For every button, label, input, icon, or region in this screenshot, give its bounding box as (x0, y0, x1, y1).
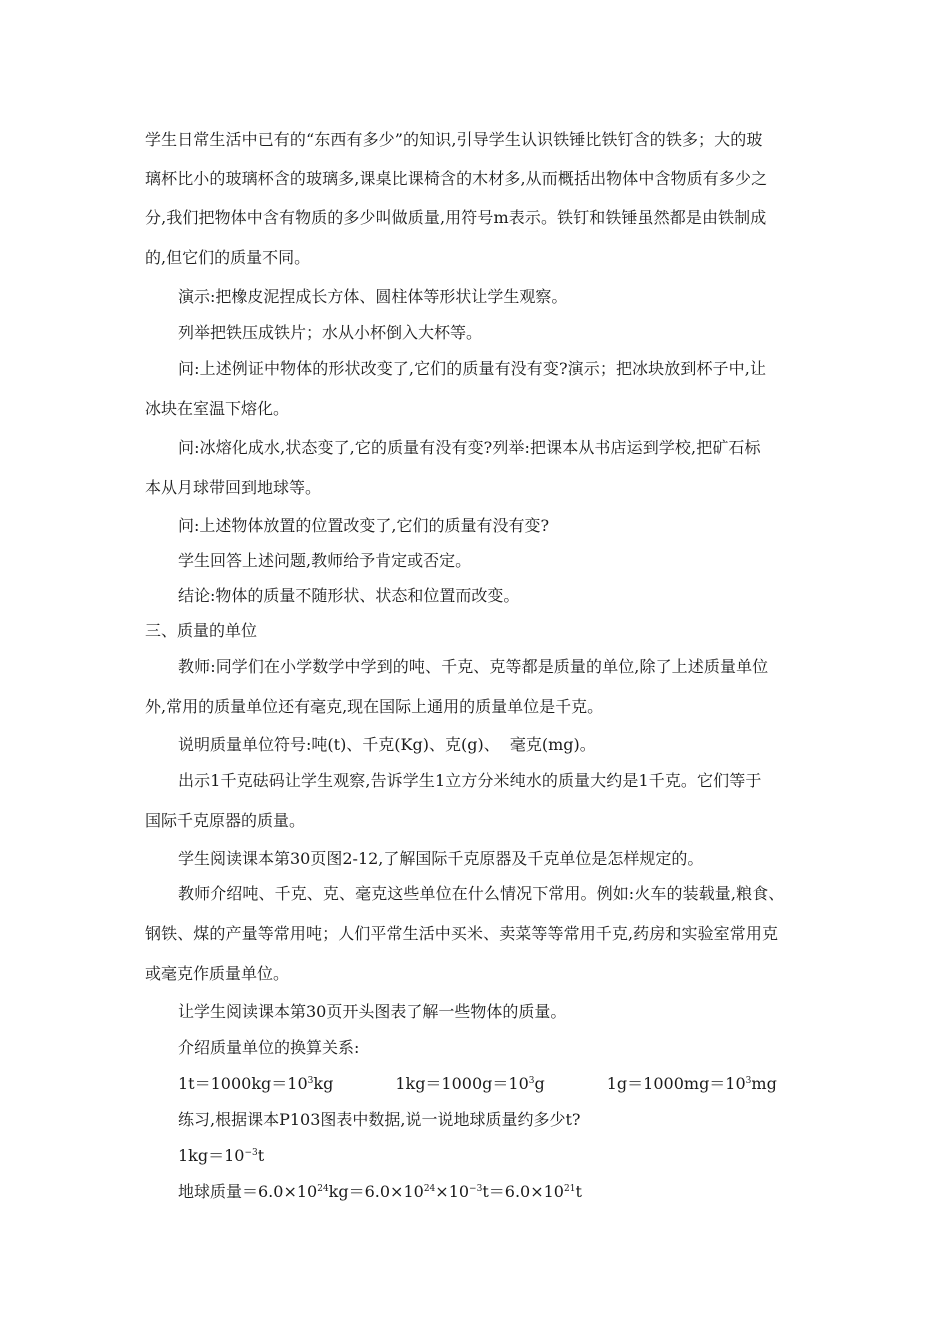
paragraph-demo: 演示:把橡皮泥捏成长方体、圆柱体等形状让学生观察。 (178, 287, 568, 306)
paragraph-reading-chart: 让学生阅读课本第30页开头图表了解一些物体的质量。 (178, 1002, 567, 1021)
paragraph-line: 问:冰熔化成水,状态变了,它的质量有没有变?列举:把课本从书店运到学校,把矿石标 (178, 438, 761, 457)
paragraph-conclusion: 结论:物体的质量不随形状、状态和位置而改变。 (178, 586, 520, 605)
equation-kg-to-t: $1kg=10^{-3}t$ (178, 1146, 265, 1165)
equation-earth-mass: 地球质量$=6.0\times 10^{24}kg=6.0\times 10^{24}\times 10^{-3}t=6.0\times 10^{21}t$ (178, 1182, 582, 1201)
paragraph-line: 璃杯比小的玻璃杯含的玻璃多,课桌比课椅含的木材多,从而概括出物体中含物质有多少之 (145, 169, 768, 188)
paragraph-answer: 学生回答上述问题,教师给予肯定或否定。 (178, 551, 472, 570)
paragraph-line: 钢铁、煤的产量等常用吨；人们平常生活中买米、卖菜等等常用千克,药房和实验室常用克 (145, 924, 779, 943)
formula-kg: $1kg=1000g=10^3g$ (395, 1074, 545, 1093)
paragraph-line: 出示1千克砝码让学生观察,告诉学生1立方分米纯水的质量大约是1千克。它们等于 (178, 771, 762, 790)
paragraph-reading: 学生阅读课本第30页图2-12,了解国际千克原器及千克单位是怎样规定的。 (178, 849, 704, 868)
paragraph-line: 或毫克作质量单位。 (145, 964, 290, 983)
paragraph-line: 教师:同学们在小学数学中学到的吨、千克、克等都是质量的单位,除了上述质量单位 (178, 657, 769, 676)
paragraph-line: 学生日常生活中已有的“东西有多少”的知识,引导学生认识铁锤比铁钉含的铁多；大的玻 (145, 130, 763, 149)
paragraph-line: 分,我们把物体中含有物质的多少叫做质量,用符号m表示。铁钉和铁锤虽然都是由铁制成 (145, 208, 767, 227)
paragraph-conversion-intro: 介绍质量单位的换算关系: (178, 1038, 360, 1057)
formula-t: $1t=1000kg=10^3kg$ (178, 1074, 334, 1093)
paragraph-symbols: 说明质量单位符号:吨(t)、千克(Kg)、克(g)、 毫克(mg)。 (178, 735, 596, 754)
paragraph-exercise: 练习,根据课本P103图表中数据,说一说地球质量约多少t? (178, 1110, 581, 1129)
paragraph-list: 列举把铁压成铁片；水从小杯倒入大杯等。 (178, 323, 483, 342)
paragraph-line: 国际千克原器的质量。 (145, 811, 306, 830)
section-heading: 三、质量的单位 (145, 621, 258, 640)
paragraph-line: 外,常用的质量单位还有毫克,现在国际上通用的质量单位是千克。 (145, 697, 604, 716)
conversion-formulas (145, 1074, 777, 1094)
paragraph-line: 教师介绍吨、千克、克、毫克这些单位在什么情况下常用。例如:火车的装载量,粮食、 (178, 884, 785, 903)
paragraph-line: 本从月球带回到地球等。 (145, 478, 322, 497)
formula-g: $1g=1000mg=10^3mg$ (606, 1074, 777, 1093)
paragraph-line: 的,但它们的质量不同。 (145, 248, 311, 267)
paragraph-line: 冰块在室温下熔化。 (145, 399, 290, 418)
paragraph-line: 问:上述例证中物体的形状改变了,它们的质量有没有变?演示；把冰块放到杯子中,让 (178, 359, 767, 378)
paragraph-question: 问:上述物体放置的位置改变了,它们的质量有没有变? (178, 516, 550, 535)
